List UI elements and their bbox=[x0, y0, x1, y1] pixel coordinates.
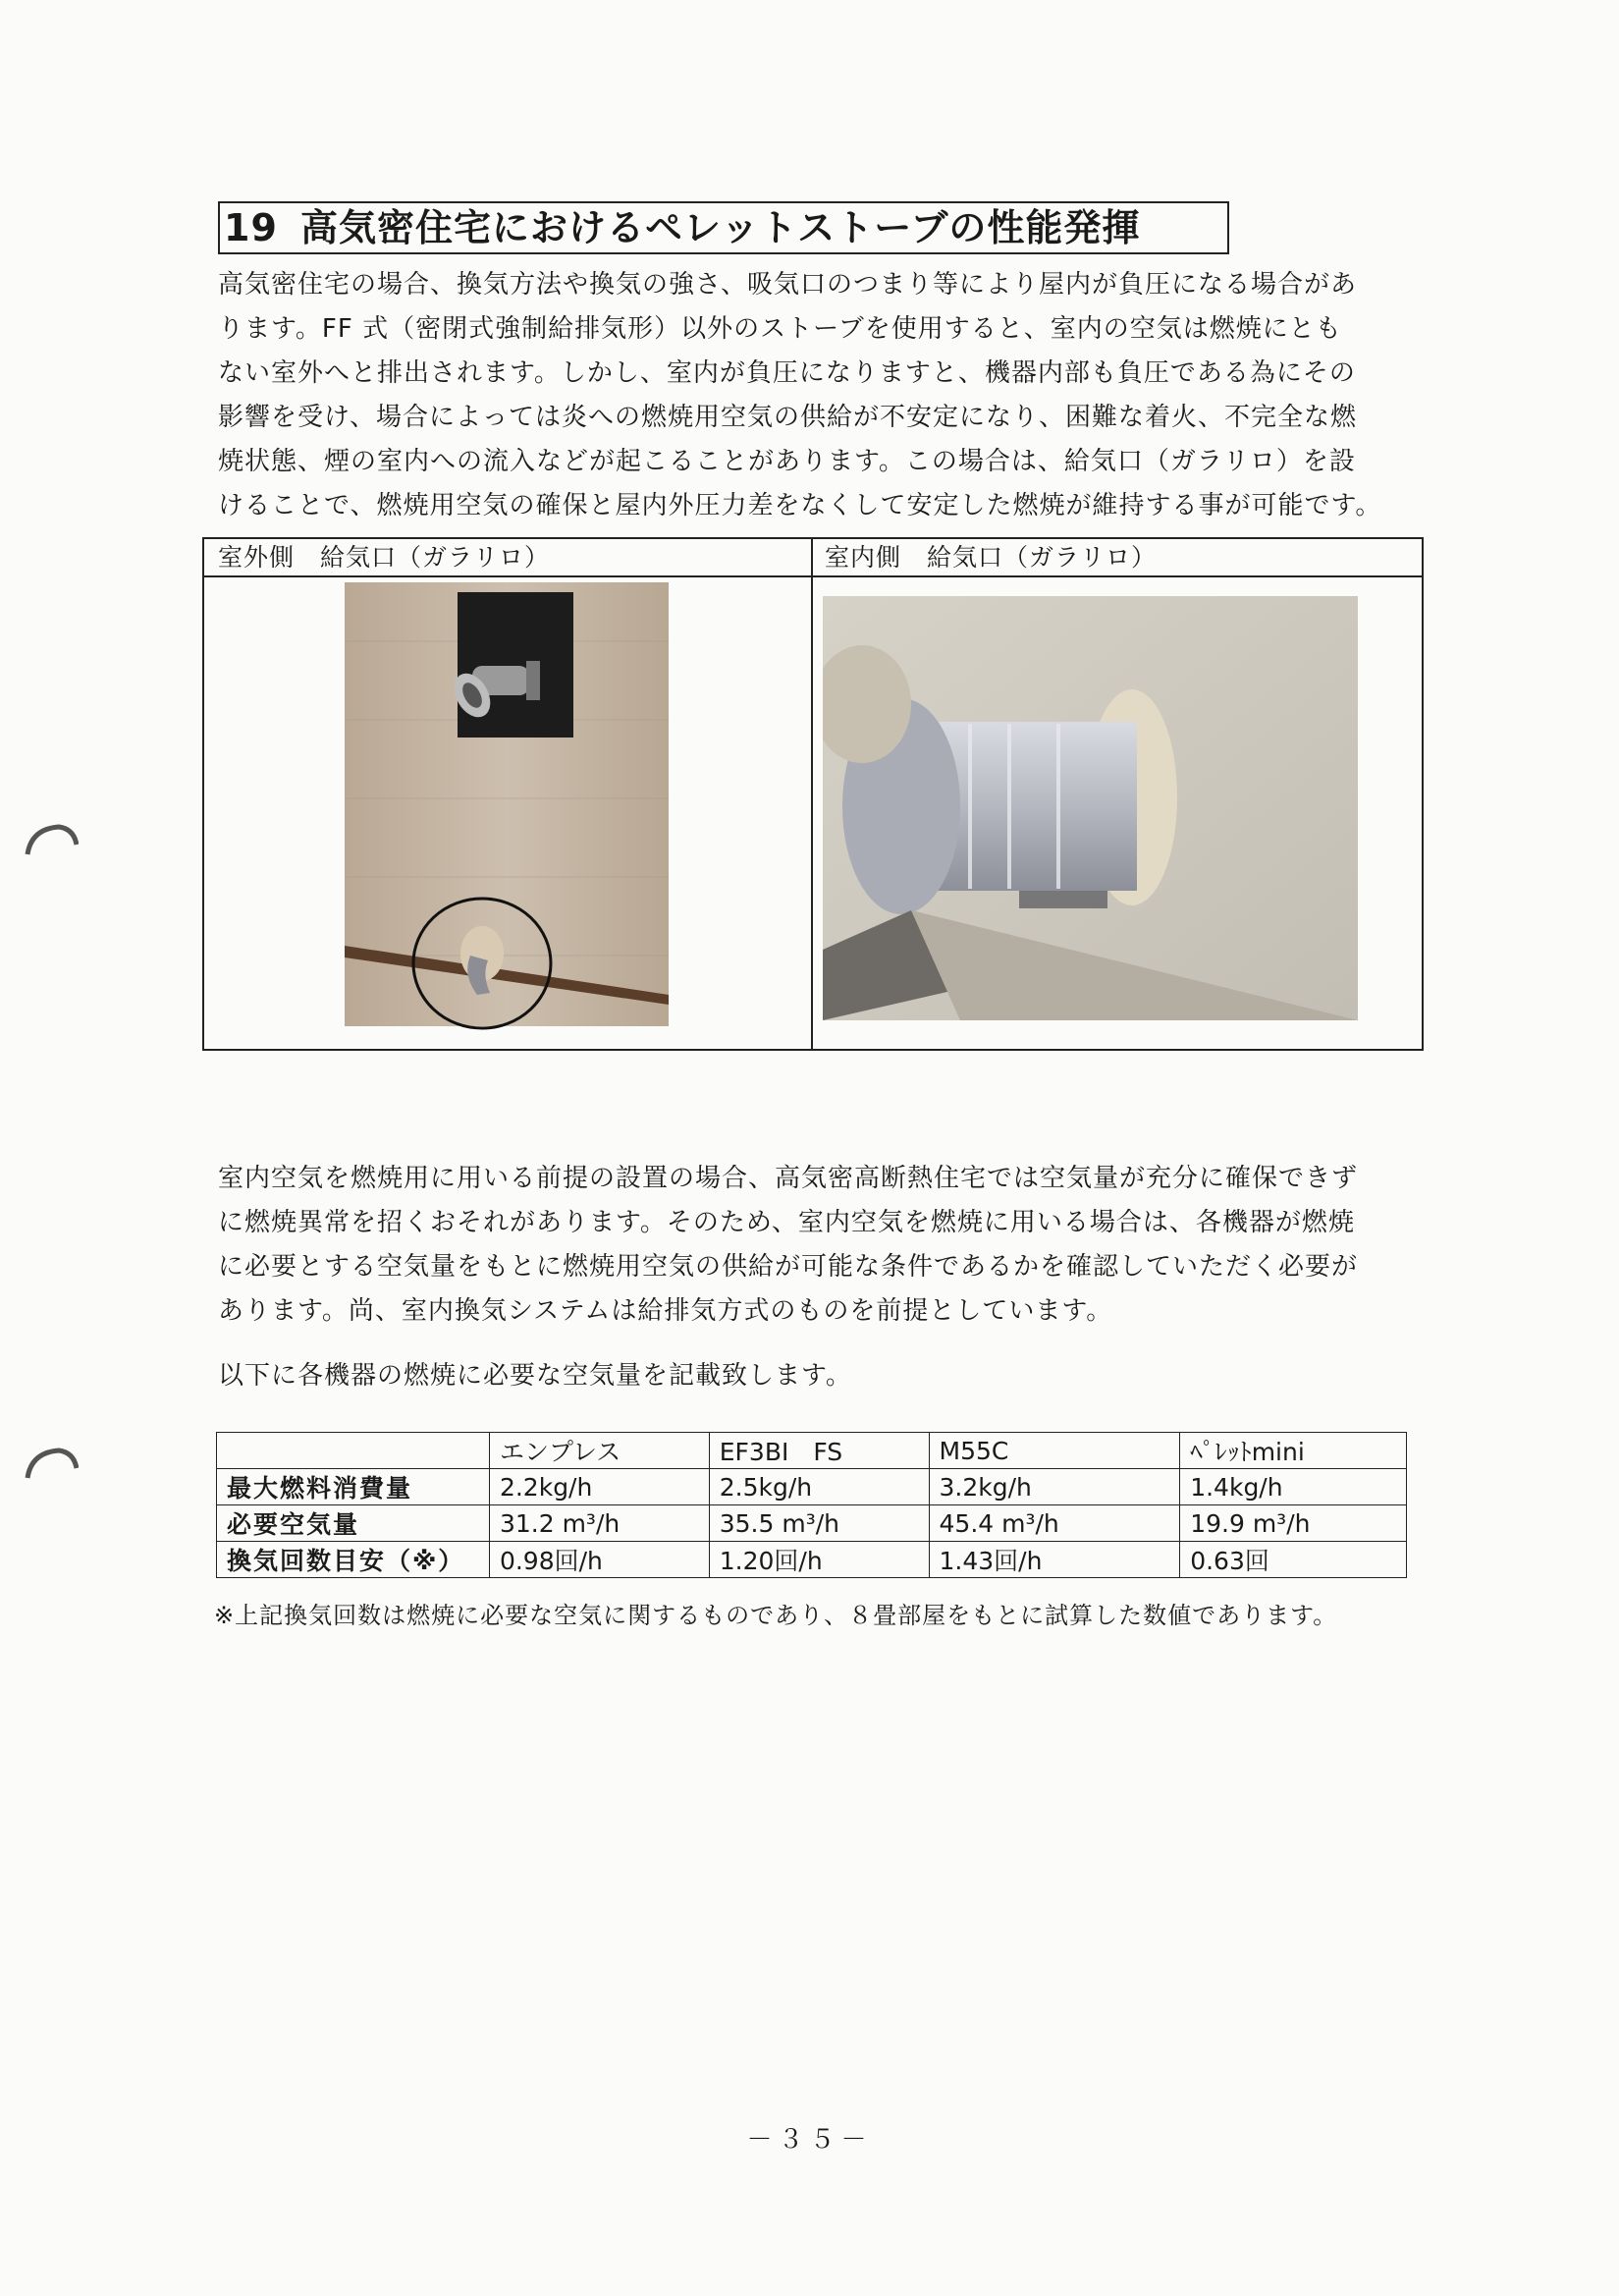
para-line: 室内空気を燃焼用に用いる前提の設置の場合、高気密高断熱住宅では空気量が充分に確保できず bbox=[218, 1164, 1359, 1193]
table-cell: 3.2kg/h bbox=[929, 1469, 1180, 1505]
table-cell: 1.4kg/h bbox=[1180, 1469, 1407, 1505]
punch-hole-mark bbox=[20, 1439, 79, 1498]
para-line: あります。尚、室内換気システムは給排気方式のものを前提としています。 bbox=[218, 1296, 1113, 1326]
punch-hole-mark bbox=[20, 815, 79, 874]
table-cell: 31.2 m³/h bbox=[489, 1505, 709, 1542]
table-footnote: ※上記換気回数は燃焼に必要な空気に関するものであり、８畳部屋をもとに試算した数値であります。 bbox=[214, 1602, 1338, 1629]
outdoor-photo-caption: 室外側 給気口（ガラリロ） bbox=[218, 543, 551, 572]
intro-line: 高気密住宅の場合、換気方法や換気の強さ、吸気口のつまり等により屋内が負圧になる場合があ bbox=[218, 270, 1357, 300]
table-cell: 0.63回 bbox=[1180, 1542, 1407, 1578]
row-label: 必要空気量 bbox=[217, 1505, 490, 1542]
section-number: 19 bbox=[224, 206, 278, 249]
table-row bbox=[217, 1505, 1407, 1542]
intro-line: ります。FF 式（密閉式強制給排気形）以外のストーブを使用すると、室内の空気は燃焼にとも bbox=[218, 314, 1342, 344]
table-header-cell bbox=[217, 1433, 490, 1469]
intro-paragraph bbox=[218, 263, 1416, 528]
section-title-text: 高気密住宅におけるペレットストーブの性能発揮 bbox=[300, 206, 1141, 249]
table-header-cell: エンプレス bbox=[489, 1433, 709, 1469]
table-cell: 45.4 m³/h bbox=[929, 1505, 1180, 1542]
table-header-row bbox=[217, 1433, 1407, 1469]
table-cell: 0.98回/h bbox=[489, 1542, 709, 1578]
outdoor-vent-photo bbox=[345, 582, 757, 1044]
table-header-cell: ﾍﾟﾚｯﾄmini bbox=[1180, 1433, 1407, 1469]
para-line: に必要とする空気量をもとに燃焼用空気の供給が可能な条件であるかを確認していただく必要が bbox=[218, 1252, 1359, 1282]
indoor-vent-photo bbox=[823, 596, 1358, 1020]
air-requirement-table bbox=[216, 1432, 1407, 1578]
intro-line: 影響を受け、場合によっては炎への燃焼用空気の供給が不安定になり、困難な着火、不完全な燃 bbox=[218, 403, 1357, 432]
intro-line: 焼状態、煙の室内への流入などが起こることがあります。この場合は、給気口（ガラリロ）を設 bbox=[218, 447, 1356, 476]
table-row bbox=[217, 1542, 1407, 1578]
photo-table bbox=[202, 537, 1424, 1051]
page-number: －３５－ bbox=[746, 2125, 873, 2155]
table-cell: 1.43回/h bbox=[929, 1542, 1180, 1578]
table-lead-text: 以下に各機器の燃焼に必要な空気量を記載致します。 bbox=[218, 1361, 852, 1391]
intro-line: けることで、燃焼用空気の確保と屋内外圧力差をなくして安定した燃焼が維持する事が可能です。 bbox=[218, 491, 1382, 520]
table-row bbox=[217, 1469, 1407, 1505]
table-cell: 35.5 m³/h bbox=[709, 1505, 929, 1542]
row-label: 換気回数目安（※） bbox=[217, 1542, 490, 1578]
indoor-photo-caption: 室内側 給気口（ガラリロ） bbox=[825, 543, 1158, 572]
para-line: に燃焼異常を招くおそれがあります。そのため、室内空気を燃焼に用いる場合は、各機器が燃焼 bbox=[218, 1208, 1355, 1237]
table-header-cell: EF3BI FS bbox=[709, 1433, 929, 1469]
intro-line: ない室外へと排出されます。しかし、室内が負圧になりますと、機器内部も負圧である為にその bbox=[218, 358, 1356, 388]
table-cell: 2.5kg/h bbox=[709, 1469, 929, 1505]
row-label: 最大燃料消費量 bbox=[217, 1469, 490, 1505]
air-requirement-paragraph bbox=[218, 1157, 1426, 1334]
divider bbox=[811, 539, 813, 1049]
section-title bbox=[218, 201, 1229, 254]
table-cell: 2.2kg/h bbox=[489, 1469, 709, 1505]
table-cell: 1.20回/h bbox=[709, 1542, 929, 1578]
divider bbox=[204, 575, 1422, 577]
table-header-cell: M55C bbox=[929, 1433, 1180, 1469]
table-cell: 19.9 m³/h bbox=[1180, 1505, 1407, 1542]
